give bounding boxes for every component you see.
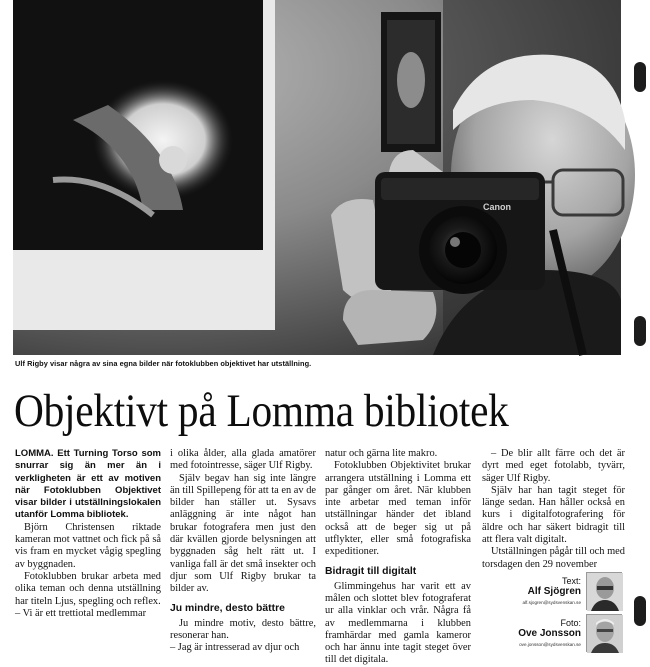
article-photo [13, 0, 621, 355]
author-portrait [586, 572, 622, 610]
page-edge-marker [634, 62, 646, 92]
paragraph: Fotoklubben brukar arbeta med olika teman och denna utställning har titeln Ljus, spegling och reflex. [15, 570, 161, 607]
article-column-1 [15, 448, 161, 620]
photo-caption: Ulf Rigby visar några av sina egna bilder när fotoklubben objektivet har utställning. [15, 359, 312, 368]
byline-email[interactable]: ove.jonsson@sydsvenskan.se [519, 642, 581, 647]
paragraph: Glimmingehus har varit ett av målen och slottet blev fotograferat ur alla vinklar och vrår. Några få av medlemmarna i klubben framhärdar med gamla kameror och har ännu inte tagit steget över till det digitala. [325, 580, 471, 666]
paragraph: Fotoklubben Objektivitet brukar arrangera utställning i Lomma ett par gånger om året. När klubben inte arbetar med teman inför utställningar händer det ibland också att de beger sig ut på utflykter, eller små fotografiska expeditioner. [325, 460, 471, 558]
paragraph: Björn Christensen riktade kameran mot vattnet och fick på så vis fram en mycket vågig spegling av byggnaden. [15, 521, 161, 570]
paragraph: – De blir allt färre och det är dyrt med eget fotolabb, tyvärr, säger Ulf Rigby. [482, 448, 625, 484]
paragraph: – Vi är ett trettiotal medlemmar [15, 607, 147, 619]
article-headline: Objektivt på Lomma bibliotek [14, 385, 509, 437]
page-edge-marker [634, 316, 646, 346]
article-column-2 [170, 448, 316, 654]
article-lead: LOMMA. Ett Turning Torso som snurrar sig än mer än i verkligheten är ett av motiven när Fotoklubben Objektivet visar bilder i utställningslokalen utanför Lomma bibliotek. [15, 448, 161, 521]
article-column-4 [482, 448, 625, 571]
byline-name: Alf Sjögren [527, 586, 581, 597]
photo-illustration [13, 0, 621, 355]
paragraph: i olika ålder, alla glada amatörer med fotointresse, säger Ulf Rigby. [170, 448, 316, 472]
byline-name: Ove Jonsson [518, 628, 581, 639]
paragraph: Ju mindre motiv, desto bättre, resonerar han. [170, 617, 316, 641]
article-column-3 [325, 448, 471, 667]
paragraph: Själv begav han sig inte längre än till Spillepeng för att ta en av de bilder han ställer ut. Sysavs anläggning är inte något han brukar fotografera men just den där kvällen gjorde belysningen att byggnaden såg helt rätt ut. I vanliga fall är det små insekter och djur som Ulf Rigby brukar ta bilder av. [170, 472, 317, 595]
byline-photo [485, 614, 625, 650]
page-edge-marker [634, 596, 646, 626]
paragraph: Utställningen pågår till och med torsdagen den 29 november [482, 546, 625, 570]
subheading: Ju mindre, desto bättre [170, 602, 285, 614]
byline-role: Foto: [560, 618, 581, 628]
subheading: Bidragit till digitalt [325, 565, 417, 577]
byline-role: Text: [561, 576, 581, 586]
paragraph: – Jag är intresserad av djur och [170, 642, 300, 654]
paragraph: natur och gärna lite makro. [325, 448, 438, 459]
paragraph: Själv har han tagit steget för länge sedan. Han håller också en kurs i digitalfotografering för äldre och har säkert bidragit till att flera valt digitalt. [482, 484, 625, 546]
photographer-portrait [586, 614, 622, 652]
portrait-icon [587, 615, 623, 653]
byline-email[interactable]: alf.sjogren@sydsvenskan.se [522, 600, 581, 605]
camera-brand-label: Canon [483, 202, 511, 212]
byline-text [485, 572, 625, 612]
portrait-icon [587, 573, 623, 611]
